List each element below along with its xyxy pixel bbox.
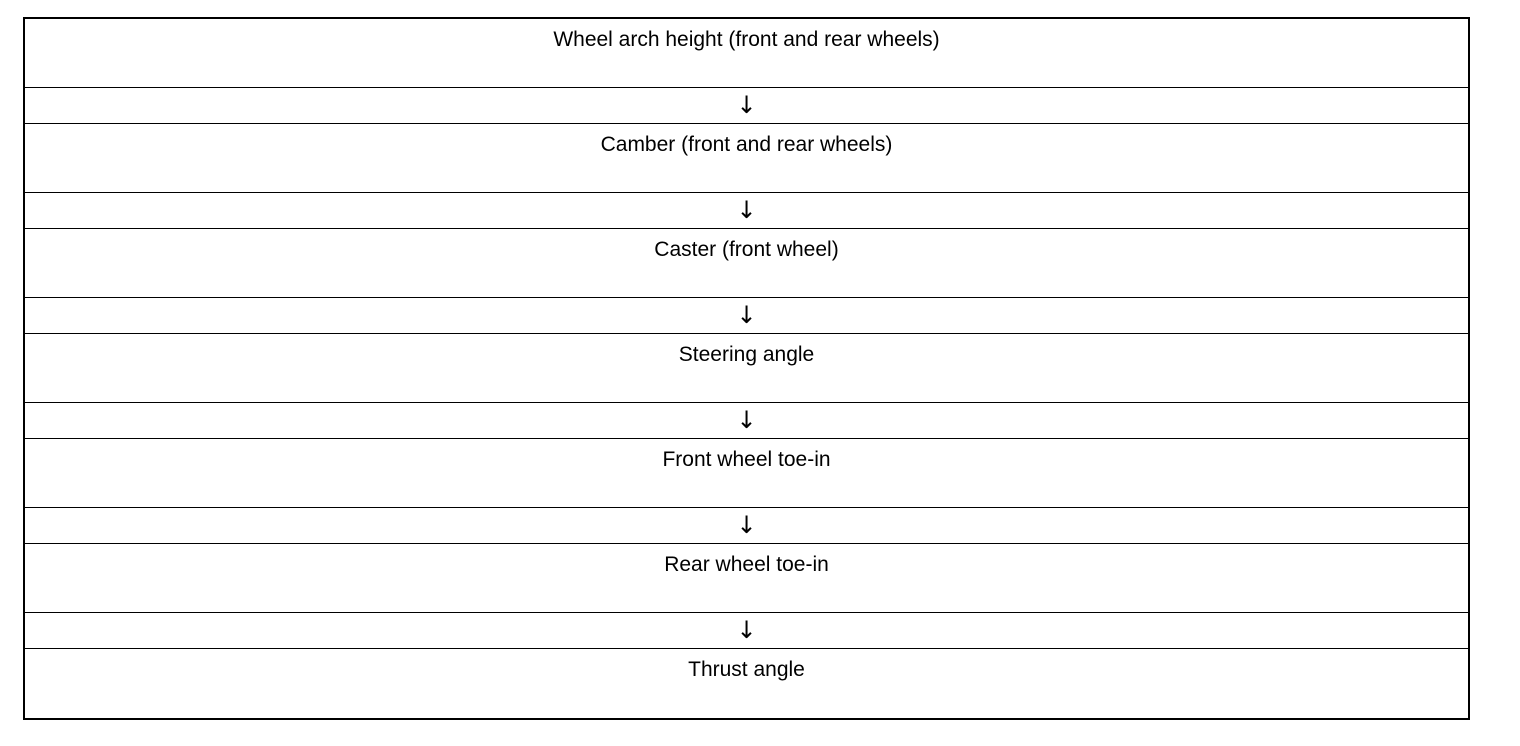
down-arrow-icon: ↓ (25, 297, 1468, 334)
step-camber: Camber (front and rear wheels) (600, 133, 893, 156)
step-thrust-angle: Thrust angle (688, 658, 805, 681)
step-steering-angle: Steering angle (678, 343, 815, 366)
down-arrow-icon: ↓ (25, 192, 1468, 229)
step-wheel-arch-height: Wheel arch height (front and rear wheels) (553, 28, 940, 51)
procedure-flow-table (23, 17, 1470, 720)
down-arrow-icon: ↓ (25, 402, 1468, 439)
step-rear-wheel-toe-in: Rear wheel toe-in (664, 553, 829, 576)
down-arrow-icon: ↓ (25, 612, 1468, 649)
down-arrow-icon: ↓ (25, 507, 1468, 544)
step-caster: Caster (front wheel) (654, 238, 839, 261)
step-front-wheel-toe-in: Front wheel toe-in (662, 448, 831, 471)
down-arrow-icon: ↓ (25, 87, 1468, 124)
